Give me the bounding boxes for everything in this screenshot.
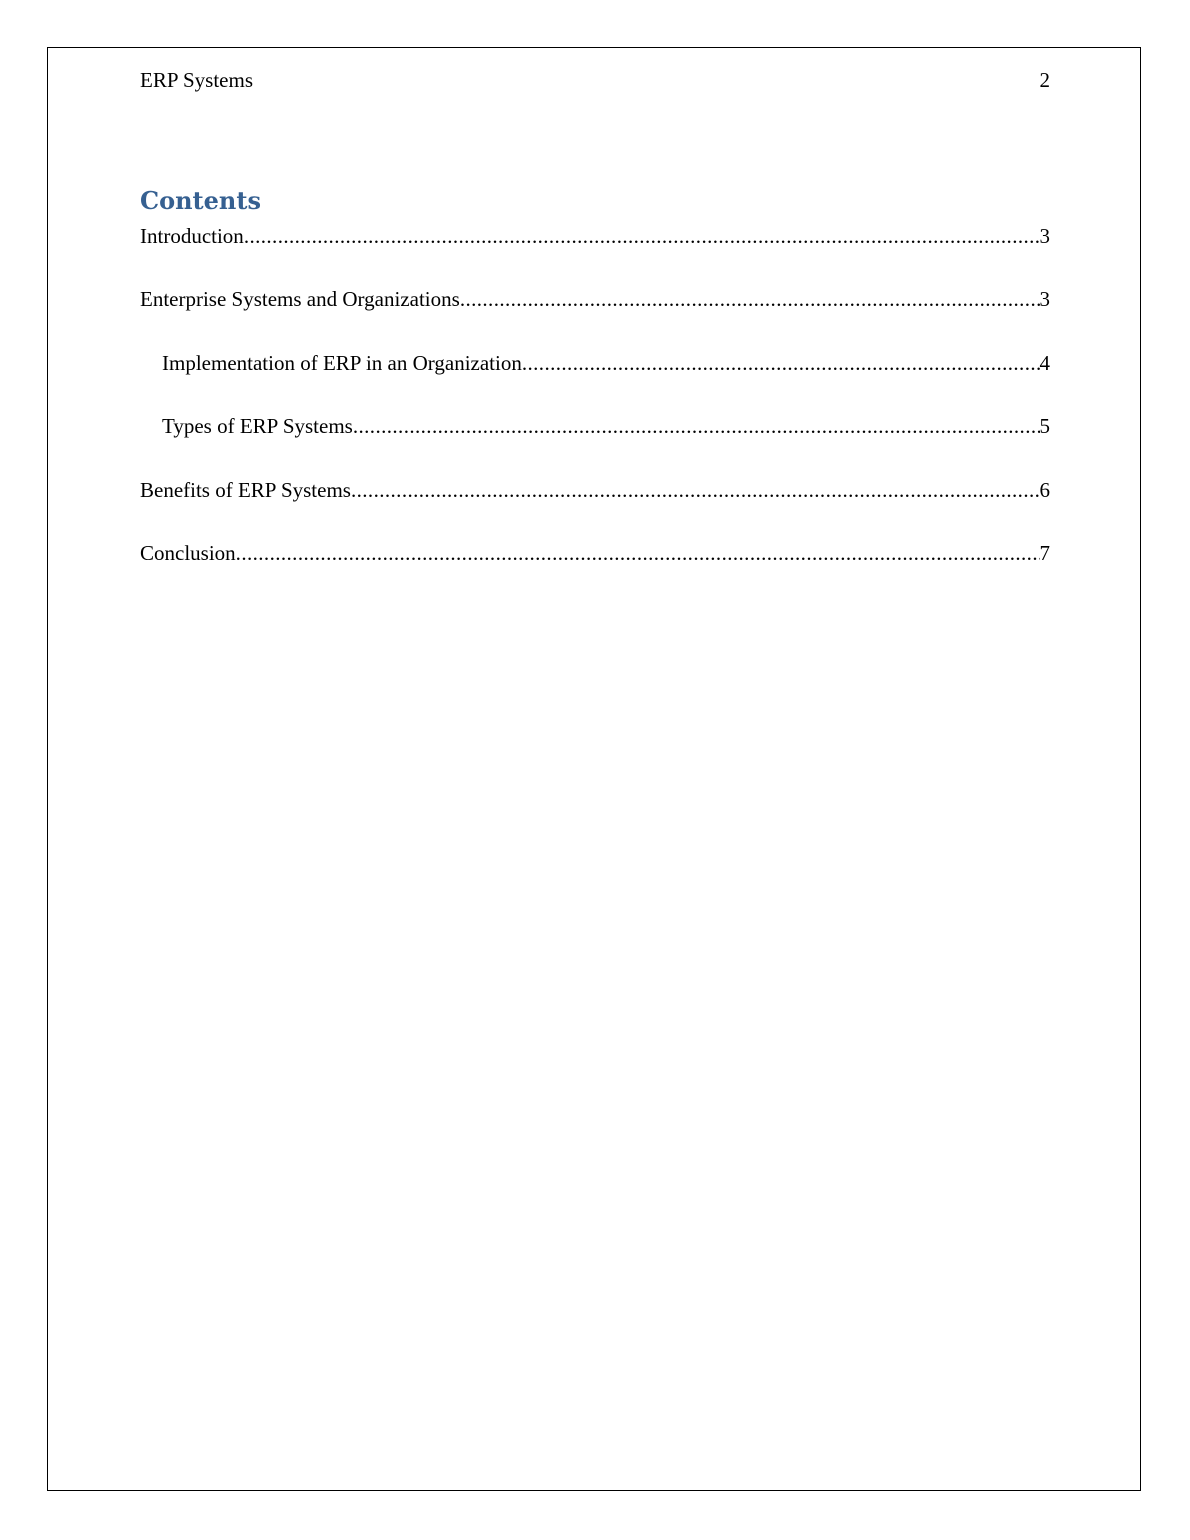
toc-leader-dots <box>460 287 1040 312</box>
toc-entry-label: Enterprise Systems and Organizations <box>140 287 460 312</box>
toc-entry-page: 3 <box>1039 287 1050 312</box>
toc-entry-label: Types of ERP Systems <box>162 414 353 439</box>
page-header <box>140 68 1050 98</box>
toc-entry-label: Conclusion <box>140 540 236 565</box>
toc-entry-page: 3 <box>1039 224 1050 248</box>
toc-entry-page: 6 <box>1039 477 1050 502</box>
table-of-contents <box>140 224 1050 604</box>
toc-leader-dots <box>351 478 1040 503</box>
toc-entry-benefits[interactable] <box>140 478 1050 508</box>
toc-entry-page: 7 <box>1039 540 1050 565</box>
toc-leader-dots <box>522 351 1040 376</box>
toc-entry-label: Introduction <box>140 224 244 248</box>
header-title: ERP Systems <box>140 68 253 92</box>
toc-entry-implementation[interactable] <box>140 351 1050 381</box>
toc-leader-dots <box>244 224 1040 249</box>
toc-entry-conclusion[interactable] <box>140 541 1050 571</box>
toc-entry-label: Benefits of ERP Systems <box>140 477 351 502</box>
header-page-number: 2 <box>1039 68 1050 92</box>
toc-leader-dots <box>236 541 1040 566</box>
toc-entry-introduction[interactable] <box>140 224 1050 254</box>
toc-entry-enterprise-systems[interactable] <box>140 287 1050 317</box>
toc-entry-types[interactable] <box>140 414 1050 444</box>
toc-entry-label: Implementation of ERP in an Organization <box>162 350 522 375</box>
toc-entry-page: 5 <box>1039 414 1050 439</box>
toc-entry-page: 4 <box>1039 350 1050 375</box>
toc-heading: Contents <box>140 186 261 215</box>
toc-leader-dots <box>353 414 1040 439</box>
